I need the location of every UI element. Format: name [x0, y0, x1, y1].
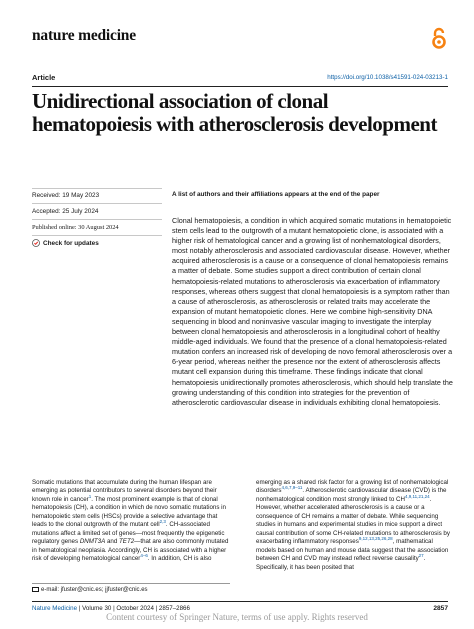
body-text: emerging as a shared risk factor for a growing list of nonhematological disorders	[256, 479, 449, 495]
meta-divider	[32, 203, 162, 204]
body-text: . However, whether accelerated atherosclerosis is a cause or a consequence of CH remains a matter of debate. While sequencing studies in humans and experimental studies in mice support a direct causal contribution of some CH-related mutations to atherosclerosis by exacerbating inflammatory responses	[256, 495, 450, 546]
received-date: Received: 19 May 2023	[32, 192, 100, 199]
meta-divider	[32, 188, 162, 189]
body-text: . Atherosclerotic cardiovascular disease (CVD) is the nonhematological condition most strongly linked to CH	[256, 487, 447, 503]
body-text: and	[105, 538, 120, 546]
citation-ref[interactable]: 27	[418, 553, 424, 559]
citation-ref[interactable]: 9,12,13,25,26,28	[358, 536, 393, 542]
check-updates-icon	[32, 239, 40, 247]
accepted-date: Accepted: 25 July 2024	[32, 208, 99, 215]
doi-link[interactable]: https://doi.org/10.1038/s41591-024-03213-1	[327, 74, 448, 81]
body-column-left	[32, 479, 230, 564]
published-date: Published online: 30 August 2024	[32, 224, 119, 231]
page-number: 2857	[433, 605, 448, 612]
header-divider	[32, 86, 448, 87]
article-type-label: Article	[32, 73, 56, 82]
body-text: Somatic mutations that accumulate during the human lifespan are emerging as potential contributors to several disorders beyond their known role in cancer	[32, 479, 217, 503]
check-updates-label: Check for updates	[43, 239, 99, 247]
footer-citation	[32, 605, 190, 612]
email-divider	[32, 583, 230, 584]
envelope-icon	[32, 587, 39, 592]
open-access-lock-icon	[430, 27, 448, 49]
check-for-updates-button[interactable]	[32, 239, 99, 247]
body-text: . The most prominent example is that of clonal hematopoiesis (CH), a condition in which de novo somatic mutations in hematopoietic stem cells (HSCs) provide a selective advantage that leads to the clonal outgrowth of the mutant cell	[32, 495, 226, 529]
footer-journal-link[interactable]: Nature Medicine	[32, 605, 78, 612]
correspondence-email[interactable]	[32, 586, 148, 593]
citation-ref[interactable]: 4,6,7,9–11	[281, 485, 303, 491]
body-column-right	[256, 479, 454, 572]
body-text: , mathematical models based on human and mouse data suggest that the association between CH and CVD may instead reflect reverse causality	[256, 538, 449, 563]
body-text: . In addition, CH is also	[147, 555, 212, 563]
meta-divider	[32, 235, 162, 236]
authors-note: A list of authors and their affiliations appears at the end of the paper	[172, 191, 380, 198]
citation-ref[interactable]: 1	[88, 493, 92, 499]
body-text: —that are also commonly mutated in hematological neoplasia. Accordingly, CH is associated with a higher risk of developing hematological cancer	[32, 538, 229, 563]
body-text: . Specifically, it has been posited that	[256, 555, 426, 571]
citation-ref[interactable]: 4–6	[140, 553, 148, 559]
abstract: Clonal hematopoiesis, a condition in which acquired somatic mutations in hematopoietic stem cells lead to the outgrowth of a mutant hematopoietic clone, is associated with a higher risk of hematological cancer and a growing list of nonhematological disorders, most notably atherosclerosis and associated cardiovascular disease. However, whether acquired atherosclerosis is a cause or a consequence of clonal hematopoiesis remains a matter of debate. Some studies support a direct contribution of certain clonal hematopoiesis-related mutations to atherosclerosis via exacerbation of inflammatory responses, whereas others suggest that clonal hematopoiesis is a symptom rather than a cause of atherosclerosis, as atherosclerosis or related traits may accelerate the expansion of mutant hematopoietic clones. Here we combine high-sensitivity DNA sequencing in blood and noninvasive vascular imaging to investigate the interplay between clonal hematopoiesis and atherosclerosis in a longitudinal cohort of healthy middle-aged individuals. We found that the presence of a clonal hematopoiesis-related mutation confers an increased risk of developing de novo femoral atherosclerosis over a 6-year period, whereas neither the presence nor the extent of atherosclerosis affects mutant cell expansion during this timeframe. These findings indicate that clonal hematopoiesis unidirectionally promotes atherosclerosis, which should help translate the growing understanding of this condition into strategies for the prevention of atherosclerotic cardiovascular disease in individuals exhibiting clonal hematopoiesis.	[172, 216, 453, 407]
journal-name[interactable]: nature medicine	[32, 27, 136, 44]
body-text: . CH-associated mutations affect a limited set of genes—most frequently the epigenetic regulatory genes	[32, 521, 225, 546]
gene-name: DNMT3A	[79, 538, 106, 546]
citation-ref[interactable]: 4,9,11,21,24	[404, 493, 430, 499]
footer-divider	[32, 601, 448, 602]
email-text: e-mail: jfuster@cnic.es; jjfuster@cnic.es	[41, 587, 148, 593]
citation-ref[interactable]: 2,3	[159, 519, 166, 525]
meta-divider	[32, 219, 162, 220]
courtesy-watermark: Content courtesy of Springer Nature, terms of use apply. Rights reserved	[106, 612, 368, 622]
article-title: Unidirectional association of clonal hematopoiesis with atherosclerosis development	[32, 89, 437, 136]
footer-details: | Volume 30 | October 2024 | 2857–2866	[77, 605, 190, 612]
gene-name: TET2	[119, 538, 135, 546]
